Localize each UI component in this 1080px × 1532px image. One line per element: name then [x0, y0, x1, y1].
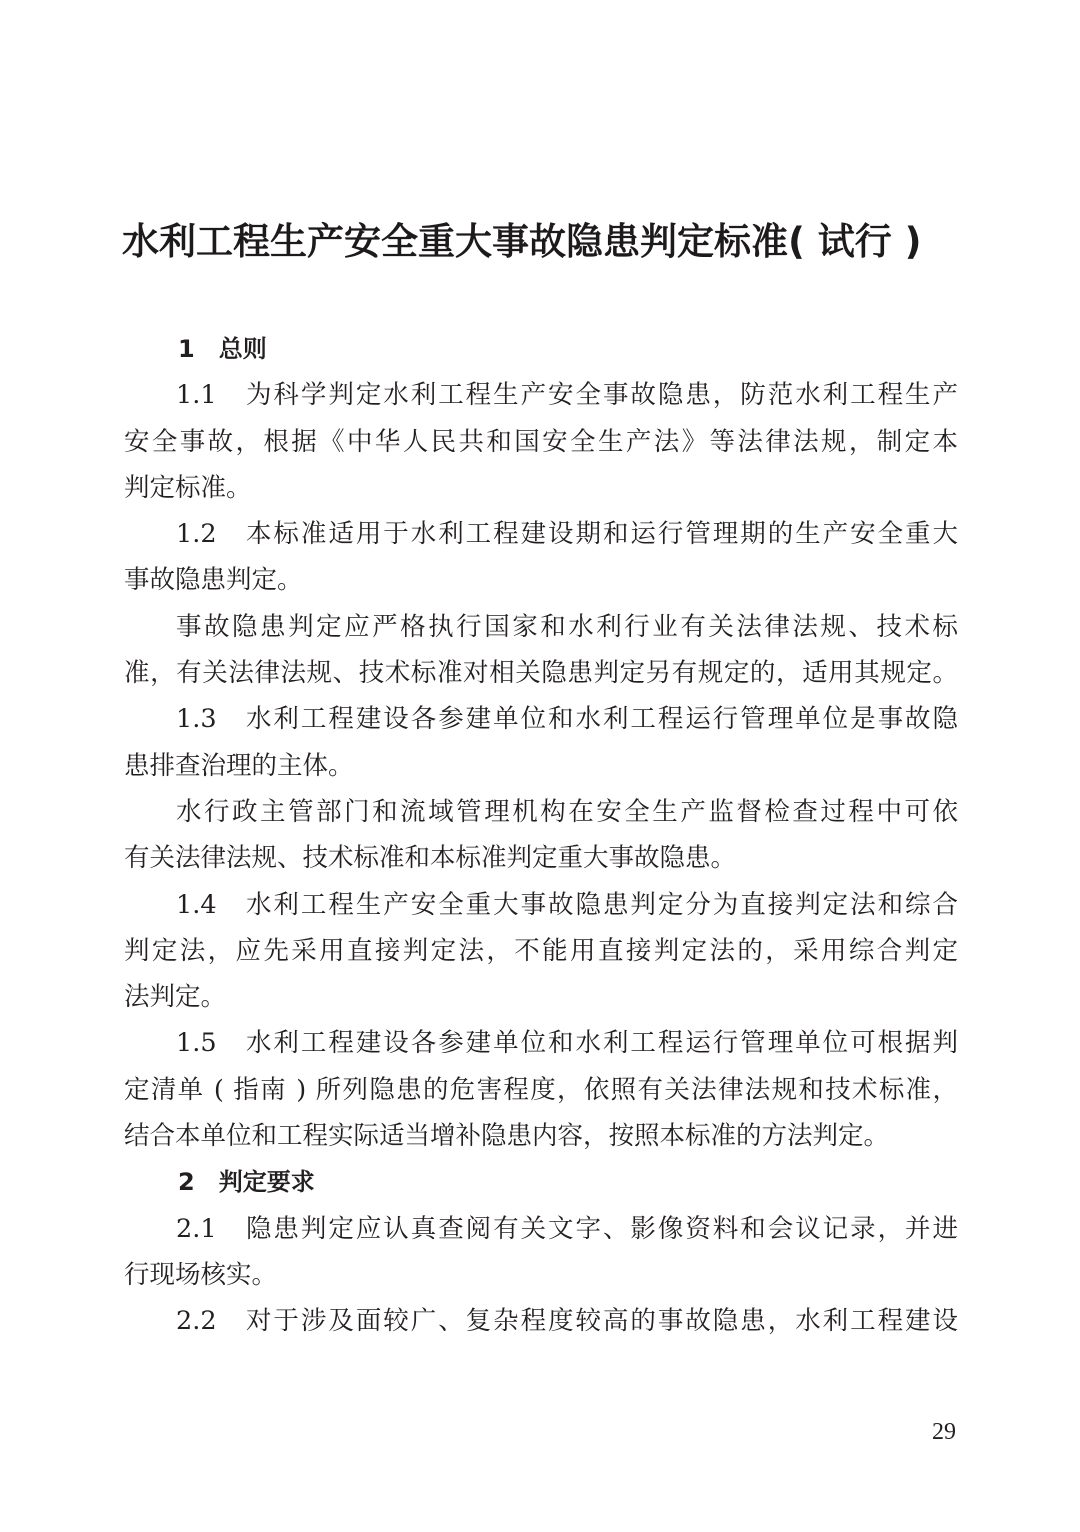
paragraph-line: 事故隐患判定应严格执行国家和水利行业有关法律法规、技术标 — [176, 611, 958, 642]
paragraph-line: 有关法律法规、技术标准和本标准判定重大事故隐患。 — [124, 843, 737, 874]
paragraph-line: 水行政主管部门和流域管理机构在安全生产监督检查过程中可依 — [176, 796, 958, 827]
paragraph-line: 安全事故，根据《中华人民共和国安全生产法》等法律法规，制定本 — [124, 426, 958, 457]
page-number: 29 — [932, 1419, 956, 1445]
document-body — [124, 326, 958, 1345]
paragraph-line: 结合本单位和工程实际适当增补隐患内容，按照本标准的方法判定。 — [124, 1121, 890, 1152]
paragraph-line: 行现场核实。 — [124, 1259, 278, 1290]
paragraph-line: 准，有关法律法规、技术标准对相关隐患判定另有规定的，适用其规定。 — [124, 658, 958, 689]
paragraph-line: 1.1 为科学判定水利工程生产安全事故隐患，防范水利工程生产 — [176, 380, 958, 411]
paragraph-line: 1.5 水利工程建设各参建单位和水利工程运行管理单位可根据判 — [176, 1028, 958, 1059]
paragraph-line: 判定法，应先采用直接判定法，不能用直接判定法的，采用综合判定 — [124, 935, 958, 966]
paragraph-line: 定清单 ( 指南 ) 所列隐患的危害程度，依照有关法律法规和技术标准， — [124, 1074, 958, 1105]
paragraph-line: 1.4 水利工程生产安全重大事故隐患判定分为直接判定法和综合 — [176, 889, 958, 920]
paragraph-line: 2.2 对于涉及面较广、复杂程度较高的事故隐患，水利工程建设 — [176, 1306, 958, 1337]
document-title: 水利工程生产安全重大事故隐患判定标准( 试行 ) — [122, 220, 922, 263]
paragraph-line: 1.2 本标准适用于水利工程建设期和运行管理期的生产安全重大 — [176, 519, 958, 550]
paragraph-line: 法判定。 — [124, 982, 227, 1013]
paragraph-line: 1.3 水利工程建设各参建单位和水利工程运行管理单位是事故隐 — [176, 704, 958, 735]
section-heading: 1 总则 — [178, 335, 267, 363]
paragraph-line: 患排查治理的主体。 — [124, 750, 354, 781]
paragraph-line: 事故隐患判定。 — [124, 565, 303, 596]
section-heading: 2 判定要求 — [178, 1168, 315, 1197]
paragraph-line: 2.1 隐患判定应认真查阅有关文字、影像资料和会议记录，并进 — [176, 1213, 958, 1244]
paragraph-line: 判定标准。 — [124, 472, 252, 503]
